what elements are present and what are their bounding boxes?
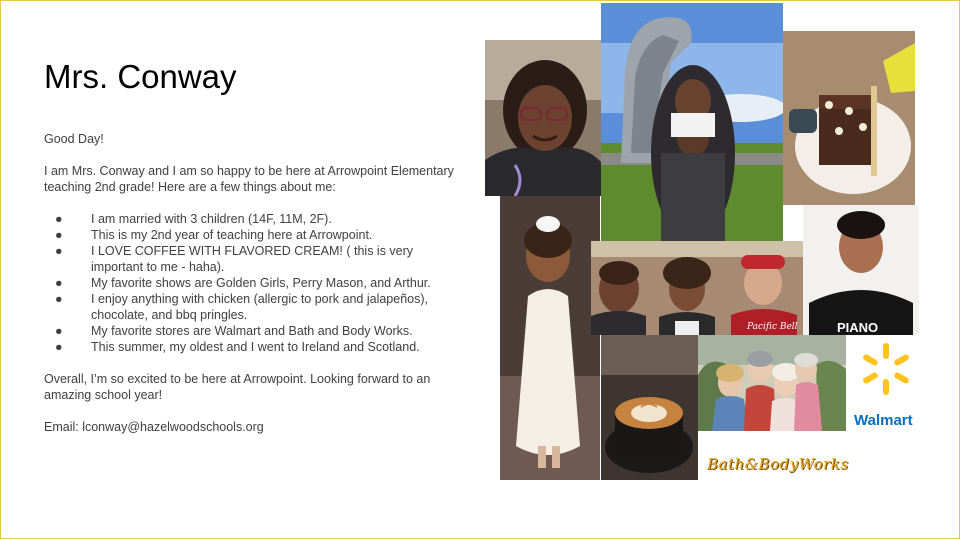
page-title: Mrs. Conway bbox=[44, 58, 237, 95]
bullet-icon: ● bbox=[55, 340, 63, 354]
list-item: ● This summer, my oldest and I went to Ireland and Scotland. bbox=[55, 340, 420, 354]
walmart-logo bbox=[846, 335, 919, 431]
bullet-icon: ● bbox=[55, 324, 63, 338]
intro-text: I am Mrs. Conway and I am so happy to be here at Arrowpoint Elementary teaching 2nd grade! Here are a few things about me: bbox=[44, 164, 454, 194]
bullet-icon: ● bbox=[55, 212, 63, 226]
list-item: ● I enjoy anything with chicken (allergic to pork and jalapeños), chocolate, and bbq pringles. bbox=[55, 292, 428, 322]
bullet-icon: ● bbox=[55, 244, 63, 258]
bullet-icon: ● bbox=[55, 228, 63, 242]
email-text: Email: lconway@hazelwoodschools.org bbox=[44, 420, 264, 434]
about-me-list bbox=[44, 211, 464, 355]
golden-girls-photo bbox=[698, 335, 846, 431]
slide-body bbox=[44, 131, 464, 435]
piano-shirt-text: PIANO bbox=[837, 320, 879, 335]
brownie-photo bbox=[783, 31, 915, 205]
group-photo bbox=[591, 241, 803, 335]
walmart-text: Walmart bbox=[854, 412, 913, 429]
son-photo bbox=[803, 205, 919, 335]
pacific-shirt-text: Pacific Bell bbox=[747, 322, 798, 332]
coffee-photo bbox=[601, 335, 698, 480]
list-item: ● My favorite stores are Walmart and Bath and Body Works. bbox=[55, 324, 413, 338]
bath-body-works-logo: Bath&BodyWorks bbox=[707, 455, 849, 473]
bullet-icon: ● bbox=[55, 292, 63, 306]
closing-text: Overall, I’m so excited to be here at Arrowpoint. Looking forward to an amazing school year! bbox=[44, 372, 431, 402]
toddler-photo bbox=[500, 196, 600, 480]
list-item: ● My favorite shows are Golden Girls, Perry Mason, and Arthur. bbox=[55, 276, 431, 290]
selfie-photo bbox=[485, 40, 601, 196]
list-item: ● I LOVE COFFEE WITH FLAVORED CREAM! ( this is very important to me - haha). bbox=[55, 244, 414, 274]
list-item: ● This is my 2nd year of teaching here at Arrowpoint. bbox=[55, 228, 373, 242]
kelpies-photo bbox=[601, 3, 783, 241]
bullet-icon: ● bbox=[55, 276, 63, 290]
list-item: ● I am married with 3 children (14F, 11M, 2F). bbox=[55, 212, 332, 226]
greeting-text: Good Day! bbox=[44, 132, 104, 146]
